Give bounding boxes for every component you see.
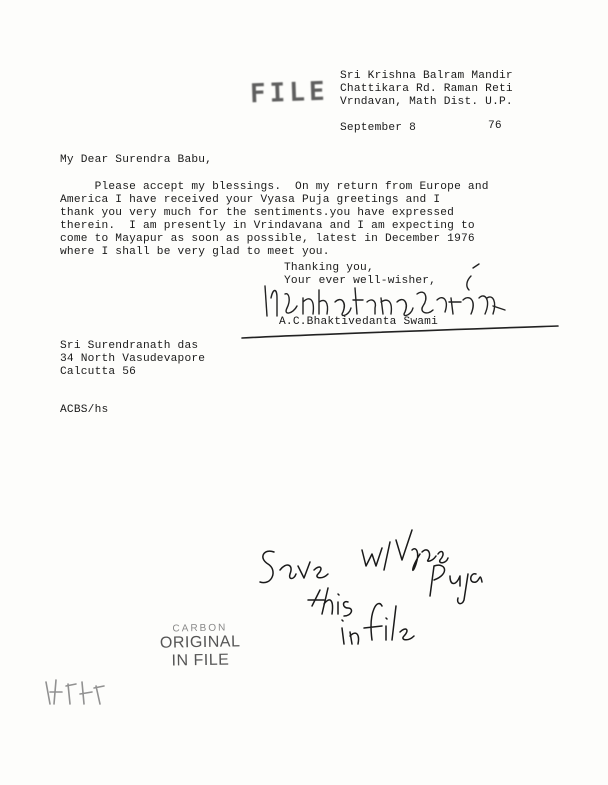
- handwritten-note: [250, 510, 500, 650]
- letter-date: September 8: [340, 122, 417, 134]
- recipient-line: Sri Surendranath das: [60, 340, 199, 352]
- file-stamp: FILE: [249, 76, 330, 110]
- stamp-carbon-text: CARBON: [172, 622, 228, 635]
- stamp-original-text: ORIGINAL: [159, 633, 241, 652]
- closing-line: Your ever well-wisher,: [284, 275, 437, 287]
- address-line: Chattikara Rd. Raman Reti: [340, 83, 513, 95]
- stamp-in-file-text: IN FILE: [171, 651, 230, 670]
- signatory-name: A.C.Bhaktivedanta Swami: [279, 316, 439, 328]
- carbon-original-stamp: [160, 622, 241, 670]
- address-line: Vrndavan, Math Dist. U.P.: [340, 96, 513, 108]
- typist-initials: ACBS/hs: [60, 404, 109, 416]
- address-line: Sri Krishna Balram Mandir: [340, 70, 513, 82]
- signature-underline: [240, 324, 560, 344]
- recipient-line: Calcutta 56: [60, 366, 137, 378]
- salutation: My Dear Surendra Babu,: [60, 154, 213, 166]
- body-line: therein. I am presently in Vrindavana and I am expecting to: [60, 220, 475, 232]
- body-line: Please accept my blessings. On my return from Europe and: [60, 181, 489, 193]
- archive-mark: [40, 674, 110, 714]
- recipient-line: 34 North Vasudevapore: [60, 353, 206, 365]
- recipient-address: [60, 340, 205, 379]
- body-line: thank you very much for the sentiments.you have expressed: [60, 207, 455, 219]
- letter-body: [60, 181, 540, 259]
- body-line: America I have received your Vyasa Puja greetings and I: [60, 194, 441, 206]
- body-line: where I shall be very glad to meet you.: [60, 246, 330, 258]
- closing-line: Thanking you,: [284, 262, 374, 274]
- body-line: come to Mayapur as soon as possible, latest in December 1976: [60, 233, 475, 245]
- letter-year: 76: [488, 120, 502, 132]
- closing: [284, 262, 436, 288]
- sender-address: [340, 70, 513, 109]
